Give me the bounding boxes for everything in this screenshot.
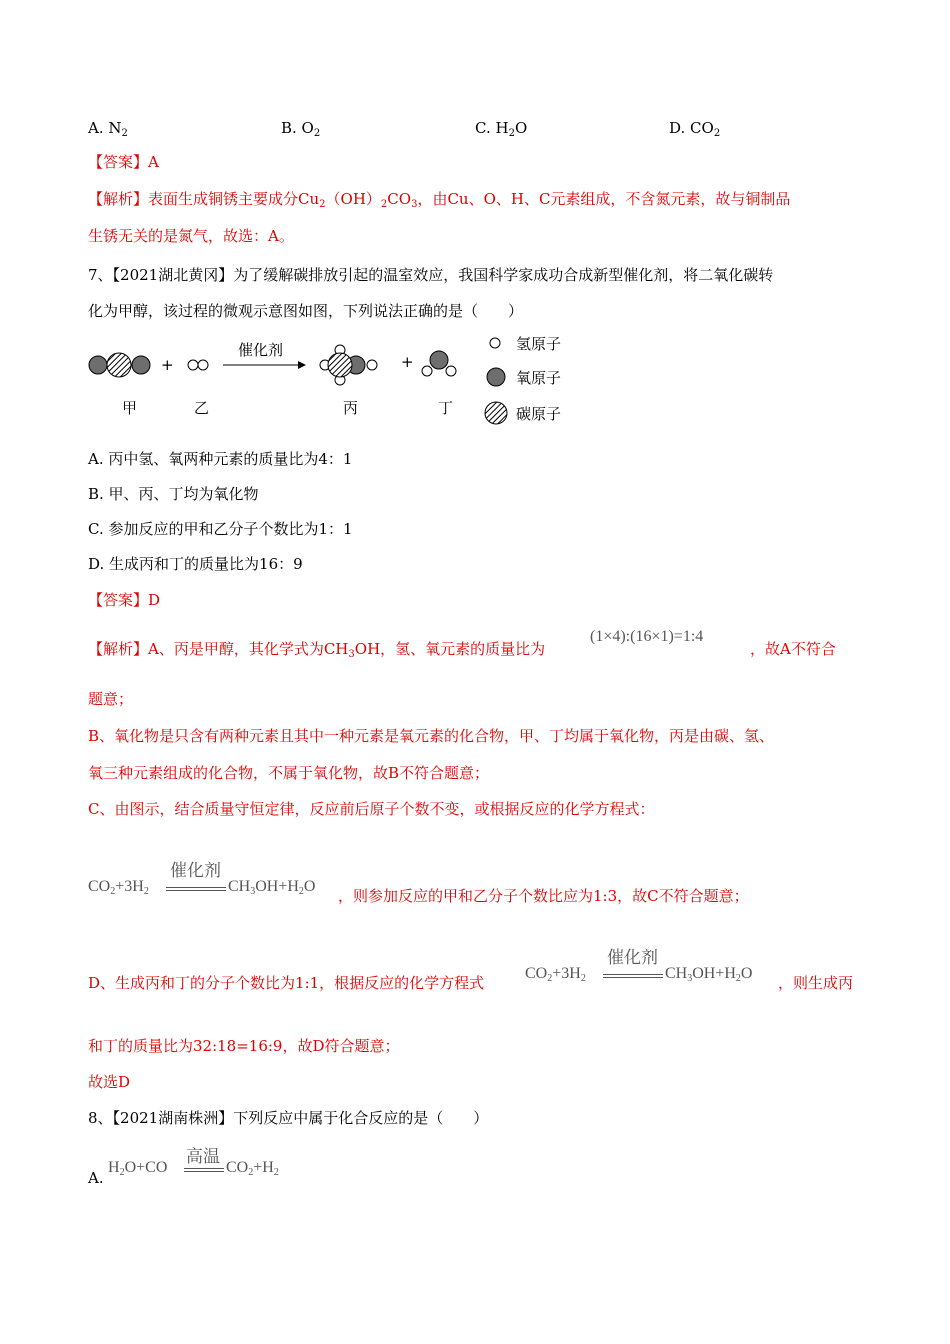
q7-analysis-b-line2: 氧三种元素组成的化合物，不属于氧化物，故B不符合题意； xyxy=(88,764,490,782)
q8-stem: 8、【2021湖南株洲】下列反应中属于化合反应的是（ ） xyxy=(88,1109,489,1127)
legend-oxygen-icon xyxy=(487,368,505,386)
plus-sign-2: + xyxy=(401,353,414,371)
q7-stem-line1: 7、【2021湖北黄冈】为了缓解碳排放引起的温室效应，我国科学家成功合成新型催化剂，将二氧化碳转 xyxy=(88,266,774,284)
q7-conclusion: 故选D xyxy=(88,1073,131,1091)
label-yi: 乙 xyxy=(194,399,210,417)
label-jia: 甲 xyxy=(122,399,138,417)
q6-analysis-line2: 生锈无关的是氮气，故选：A。 xyxy=(88,227,294,245)
q6-option-b: B. $O_2$ xyxy=(281,119,321,139)
q6-option-d: D. $CO_2$ xyxy=(669,119,721,139)
catalyst-label: 催化剂 xyxy=(238,341,284,359)
q7-option-b: B. 甲、丙、丁均为氧化物 xyxy=(88,485,259,503)
q7-option-c: C. 参加反应的甲和乙分子个数比为1：1 xyxy=(88,520,353,538)
q7-option-a: A. 丙中氢、氧两种元素的质量比为4：1 xyxy=(88,450,353,468)
plus-sign-1: + xyxy=(161,356,174,374)
q7-analysis-a-line2: 题意； xyxy=(88,690,134,708)
q6-analysis-line1: 【解析】表面生成铜锈主要成分$Cu_2(OH)_2CO_3$，由Cu、O、H、C元素组成，不含氮元素，故与铜制品 xyxy=(88,190,791,210)
q7-analysis-b-line1: B、氧化物是只含有两种元素且其中一种元素是氧元素的化合物，甲、丁均属于氧化物，丙是由碳、氢、 xyxy=(88,727,775,745)
q7-answer: 【答案】D xyxy=(88,591,161,609)
legend xyxy=(485,335,561,424)
legend-oxygen: 氧原子 xyxy=(516,369,562,387)
molecule-h2o xyxy=(422,351,456,376)
legend-hydrogen: 氢原子 xyxy=(516,335,562,353)
molecule-co2 xyxy=(89,353,150,377)
legend-carbon-icon xyxy=(485,402,507,424)
reaction-arrow-head xyxy=(298,361,306,369)
equation-c: 催化剂 $CO_2+3H_2$ $CH_3OH+H_2O$ xyxy=(88,861,316,897)
legend-carbon: 碳原子 xyxy=(516,405,562,423)
q7-reaction-diagram xyxy=(88,335,588,425)
q7-analysis-c-post: ，则参加反应的甲和乙分子个数比应为1:3，故C不符合题意； xyxy=(338,887,749,905)
q7-analysis-a-post: ，故A不符合 xyxy=(750,640,836,658)
q7-stem-line2: 化为甲醇，该过程的微观示意图如图，下列说法正确的是（ ） xyxy=(88,302,524,320)
q7-analysis-d-pre: D、生成丙和丁的分子个数比为1:1，根据反应的化学方程式 xyxy=(88,974,485,992)
equation-q8-a: 高温 $H_2O+CO$ $CO_2+H_2$ xyxy=(108,1147,279,1178)
q7-analysis-d-line2: 和丁的质量比为32:18=16:9，故D符合题意； xyxy=(88,1037,400,1055)
label-ding: 丁 xyxy=(438,399,454,417)
q6-option-c: C. $H_2O$ xyxy=(475,119,528,139)
q6-answer: 【答案】A xyxy=(88,153,159,171)
q6-option-a: A. $N_2$ xyxy=(88,119,128,139)
q7-analysis-d-post: ，则生成丙 xyxy=(778,974,854,992)
q7-option-d: D. 生成丙和丁的质量比为16：9 xyxy=(88,555,303,573)
molecule-ch3oh xyxy=(320,345,377,385)
q8-option-a-label: A. xyxy=(88,1169,104,1187)
equation-d: 催化剂 $CO_2+3H_2$ $CH_3OH+H_2O$ xyxy=(525,948,753,984)
q7-analysis-c-line1: C、由图示，结合质量守恒定律，反应前后原子个数不变，或根据反应的化学方程式： xyxy=(88,800,655,818)
q7-analysis-a-math: (1×4):(16×1)=1:4 xyxy=(590,628,704,645)
label-bing: 丙 xyxy=(343,399,359,417)
legend-hydrogen-icon xyxy=(490,338,500,348)
molecule-h2 xyxy=(188,360,208,370)
q7-analysis-a: 【解析】A、丙是甲醇，其化学式为$CH_3OH$，氢、氧元素的质量比为 xyxy=(88,640,546,660)
